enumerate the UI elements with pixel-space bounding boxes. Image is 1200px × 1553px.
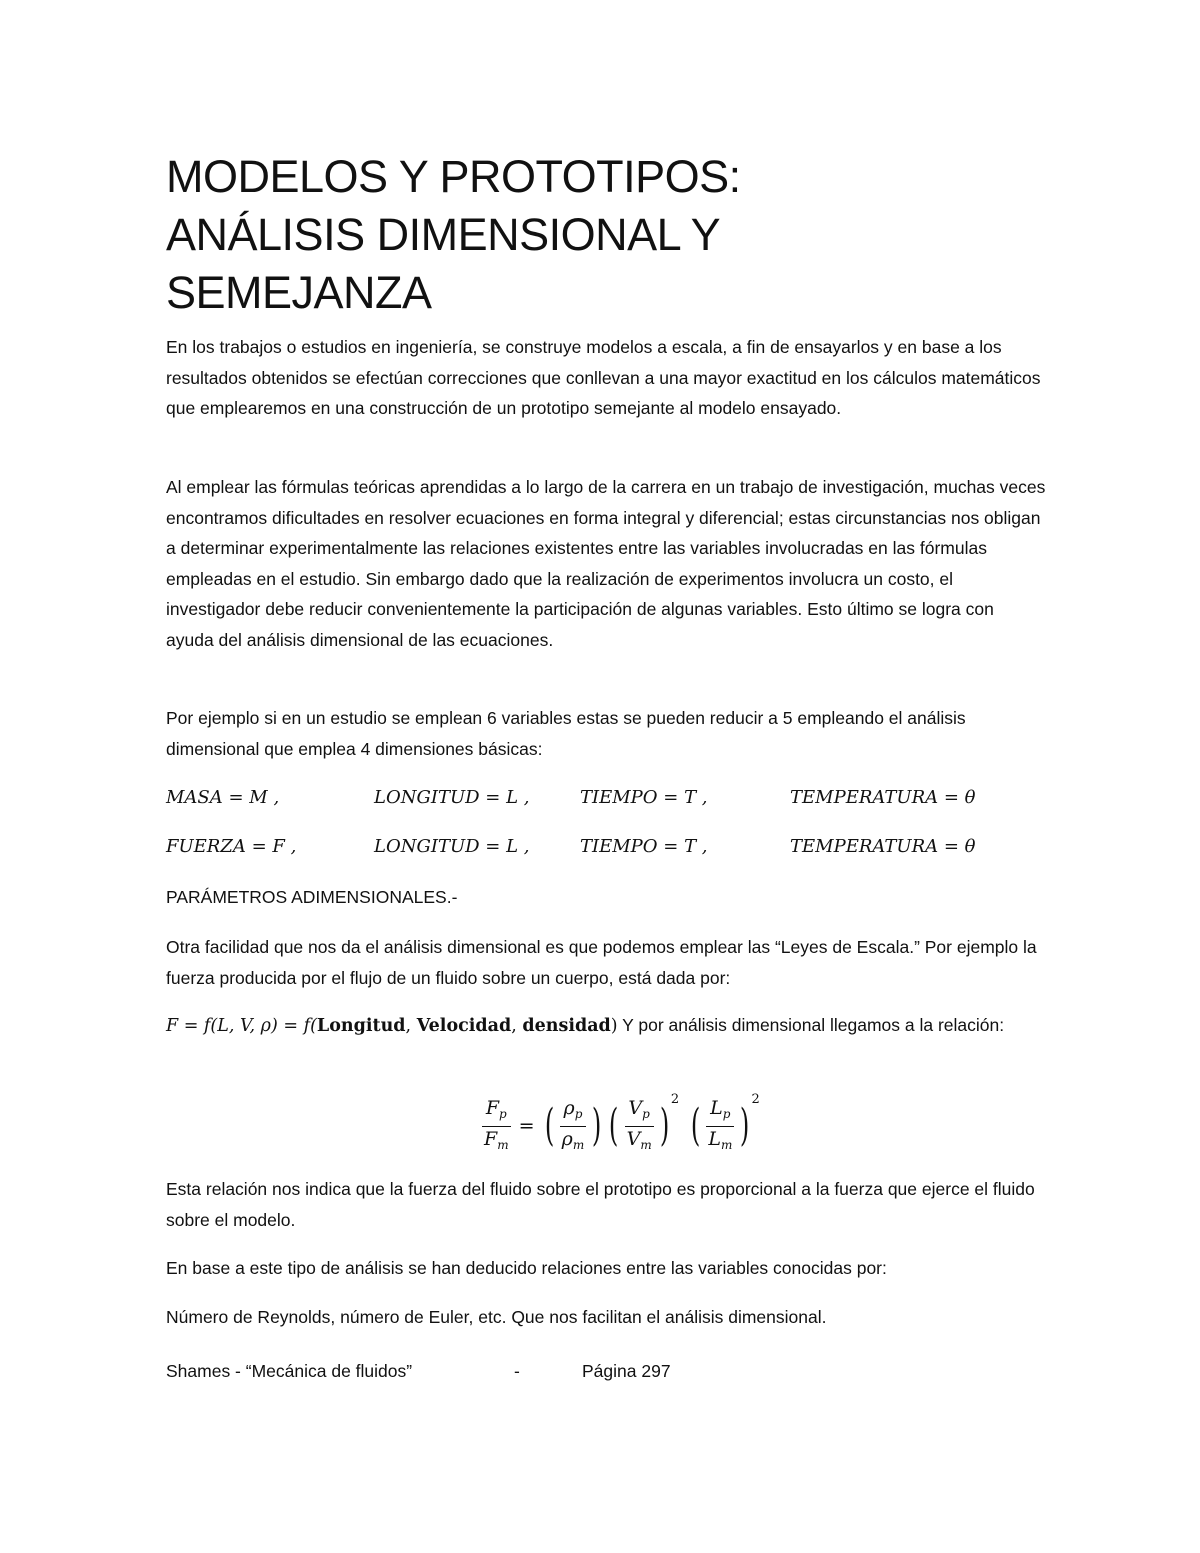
subscript: m [640, 1137, 652, 1152]
fraction-density [560, 1096, 587, 1157]
dimension-temperatura: TEMPERATURA = θ [790, 787, 976, 808]
fraction-velocity [625, 1096, 654, 1157]
citation-source: Shames - “Mecánica de fluidos” [166, 1361, 413, 1381]
subscript: m [497, 1137, 509, 1152]
paragraph-relations-text: En base a este tipo de análisis se han deducido relaciones entre las variables conocidas por: [166, 1258, 887, 1278]
dimension-tiempo: TIEMPO = T , [580, 787, 708, 808]
citation-page: Página 297 [582, 1361, 671, 1381]
section-heading-text: PARÁMETROS ADIMENSIONALES.- [166, 887, 458, 907]
paren-open: ( [691, 1100, 701, 1151]
exponent: 2 [670, 1092, 680, 1107]
formula-densidad: densidad [522, 1016, 611, 1036]
subscript: p [642, 1106, 650, 1121]
paragraph-scaling-laws [166, 932, 1046, 993]
paragraph-force-function [166, 1010, 1046, 1042]
fraction-length [706, 1096, 734, 1157]
title-line-3: SEMEJANZA [166, 267, 432, 318]
symbol: ρ [563, 1096, 575, 1119]
subscript: m [572, 1137, 585, 1152]
title-line-2: ANÁLISIS DIMENSIONAL Y [166, 209, 721, 260]
symbol: F [485, 1096, 500, 1119]
paragraph-force-function-text [166, 1010, 1046, 1042]
section-heading [166, 882, 1046, 913]
paragraph-intro [166, 332, 1046, 424]
paragraph-formulas-text: Al emplear las fórmulas teóricas aprendidas a lo largo de la carrera en un trabajo de investigación, muchas veces encontramos dificultades en resolver ecuaciones en forma integral y diferencial; estas circunstancias nos obligan a determinar experimentalmente las relaciones existentes entre las variables involucradas en las fórmulas empleadas en el estudio. Sin embargo dado que la realización de experimentos involucra un costo, el investigador debe reducir convenientemente la participación de algunas variables. Esto último se logra con ayuda del análisis dimensional de las ecuaciones. [166, 477, 1046, 650]
dimensions-row-mlt [166, 783, 1046, 813]
paren-close: ) [740, 1100, 750, 1151]
dimension-masa: MASA = M , [166, 787, 280, 808]
paragraph-formulas [166, 472, 1046, 656]
formula-comma: , [405, 1016, 417, 1036]
paragraph-example-text: Por ejemplo si en un estudio se emplean 6 variables estas se pueden reducir a 5 empleando el análisis dimensional que emplea 4 dimensiones básicas: [166, 708, 966, 759]
dimension-longitud: LONGITUD = L , [374, 836, 530, 857]
equals-sign: = [518, 1115, 535, 1137]
symbol: L [710, 1096, 723, 1119]
paragraph-numbers [166, 1302, 1046, 1333]
paragraph-proportional [166, 1174, 1046, 1235]
formula-comma: , [511, 1016, 523, 1036]
symbol: ρ [561, 1127, 573, 1150]
citation-footer [166, 1356, 1046, 1386]
subscript: m [720, 1137, 733, 1152]
dimension-temperatura: TEMPERATURA = θ [790, 836, 976, 857]
fraction-numerator [708, 1096, 732, 1126]
paragraph-intro-text: En los trabajos o estudios en ingeniería, se construye modelos a escala, a fin de ensayarlos y en base a los resultados obtenidos se efectúan correcciones que conllevan a una mayor exactitud en los cálculos matemáticos que emplearemos en una construcción de un prototipo semejante al modelo ensayado. [166, 337, 1041, 419]
paragraph-force-function-tail: Y por análisis dimensional llegamos a la relación: [617, 1015, 1005, 1035]
force-formula [166, 1016, 618, 1036]
paragraph-scaling-laws-text: Otra facilidad que nos da el análisis dimensional es que podemos emplear las “Leyes de Escala.” Por ejemplo la fuerza producida por el flujo de un fluido sobre un cuerpo, está dada por: [166, 937, 1037, 988]
paragraph-example [166, 703, 1046, 764]
subscript: p [574, 1106, 583, 1121]
symbol: V [626, 1127, 641, 1150]
fraction-numerator [562, 1096, 585, 1126]
fraction-numerator [484, 1096, 509, 1126]
paren-close: ) [592, 1100, 602, 1151]
paragraph-numbers-text: Número de Reynolds, número de Euler, etc. Que nos facilitan el análisis dimensional. [166, 1307, 827, 1327]
dimension-tiempo: TIEMPO = T , [580, 836, 708, 857]
scaling-equation [480, 1094, 760, 1158]
exponent: 2 [751, 1092, 760, 1107]
symbol: V [628, 1096, 643, 1119]
fraction-denominator [560, 1127, 587, 1157]
paragraph-proportional-text: Esta relación nos indica que la fuerza del fluido sobre el prototipo es proporcional a la fuerza que ejerce el fluido sobre el modelo. [166, 1179, 1035, 1230]
subscript: p [499, 1106, 507, 1121]
fraction-denominator [706, 1127, 734, 1157]
dimension-longitud: LONGITUD = L , [374, 787, 530, 808]
paragraph-relations [166, 1253, 1046, 1284]
symbol: L [708, 1127, 721, 1150]
formula-velocidad: Velocidad [416, 1016, 512, 1036]
symbol: F [484, 1127, 498, 1150]
citation-dash: - [514, 1361, 520, 1381]
document-title [166, 148, 1066, 322]
fraction-numerator [626, 1096, 651, 1126]
fraction-denominator [625, 1127, 654, 1157]
dimension-fuerza: FUERZA = F , [166, 836, 297, 857]
formula-close: ) [610, 1016, 618, 1036]
paren-open: ( [609, 1100, 619, 1151]
formula-longitud: Longitud [316, 1016, 406, 1036]
formula-lhs: F = f(L, V, ρ) = f( [166, 1016, 317, 1036]
subscript: p [722, 1106, 731, 1121]
title-line-1: MODELOS Y PROTOTIPOS: [166, 151, 741, 202]
paren-close: ) [659, 1100, 670, 1151]
fraction-force [482, 1096, 511, 1157]
paren-open: ( [544, 1100, 554, 1151]
fraction-denominator [482, 1127, 511, 1157]
dimensions-row-flt [166, 832, 1046, 862]
